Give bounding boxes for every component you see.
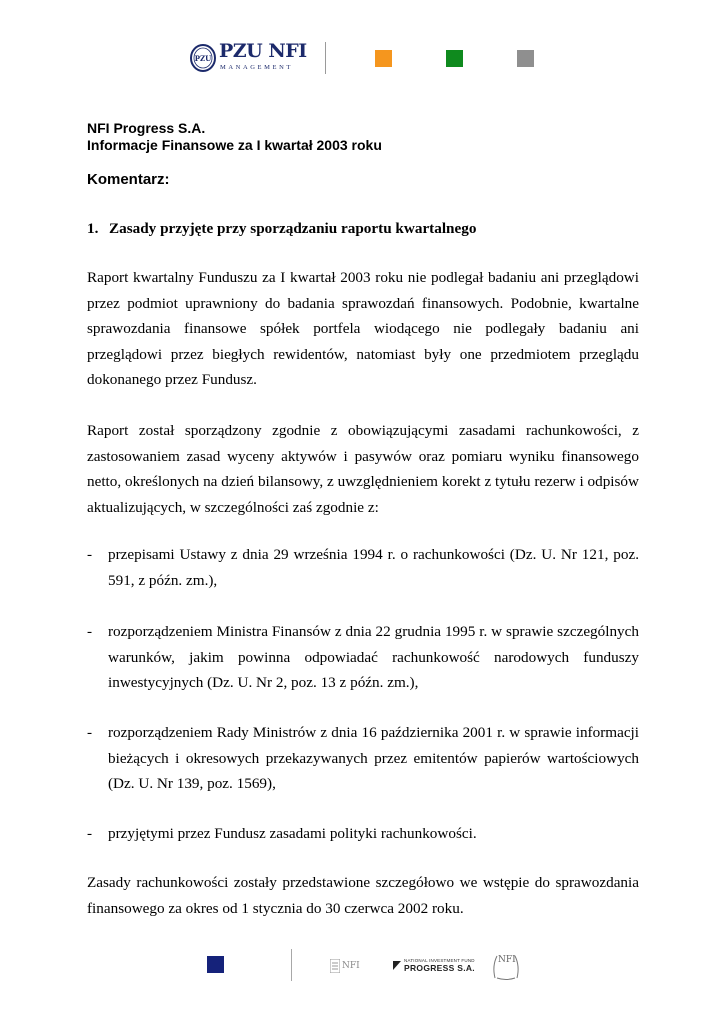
green-square xyxy=(446,50,463,67)
bullet-text: rozporządzeniem Rady Ministrów z dnia 16 października 2001 r. w sprawie informacji bieżących i okresowych przekazywanych przez emitentów papierów wartościowych (Dz. U. Nr 139, poz. 1569), xyxy=(108,724,639,793)
bullet-item xyxy=(87,821,639,847)
bullet-item xyxy=(87,542,639,593)
bullet-item xyxy=(87,720,639,797)
bullet-dash: - xyxy=(87,623,93,640)
drugi-nfi-logo xyxy=(330,957,364,975)
bullet-dash: - xyxy=(87,825,93,842)
gray-square xyxy=(517,50,534,67)
bullet-text: przyjętymi przez Fundusz zasadami polityki rachunkowości. xyxy=(108,825,477,842)
logo-text: PZU NFI xyxy=(219,40,307,62)
paragraph-1: Raport kwartalny Funduszu za I kwartał 2003 roku nie podlegał badaniu ani przeglądowi przez podmiot uprawniony do badania sprawozdań finansowych. Podobnie, kwartalne sprawozdania finansowe spółek portfela wiodącego nie podlegały badaniu ani przeglądowi przez biegłych rewidentów, natomiast były one przedmiotem przeglądu dokonanego przez Fundusz. xyxy=(87,269,639,389)
drugi-nfi-mark-icon xyxy=(330,959,340,973)
paragraph-2: Raport został sporządzony zgodnie z obowiązującymi zasadami rachunkowości, z zastosowaniem zasad wyceny aktywów i pasywów oraz pomiaru wyniku finansowego netto, określonych na dzień bilansowy, z uwzględnieniem korekt z tytułu rezerw i odpisów aktualizujących, w szczególności zaś zgodnie z: xyxy=(87,422,639,516)
pzu-emblem-text: PZU xyxy=(194,54,212,63)
header-divider xyxy=(325,42,326,74)
bullet-dash: - xyxy=(87,724,93,741)
progress-small-text: NATIONAL INVESTMENT FUND xyxy=(404,958,475,963)
progress-logo xyxy=(393,958,473,974)
section-title: Zasady przyjęte przy sporządzaniu raportu kwartalnego xyxy=(109,220,477,237)
bullet-text: rozporządzeniem Ministra Finansów z dnia 22 grudnia 1995 r. w sprawie szczególnych warunków, jakim powinna odpowiadać rachunkowość narodowych funduszy inwestycyjnych (Dz. U. Nr 2, poz. 13 z późn. zm.), xyxy=(108,623,639,692)
progress-mark-icon xyxy=(393,961,401,970)
company-name: NFI Progress S.A. xyxy=(87,120,206,136)
nfi-seal-logo xyxy=(491,950,521,982)
bullet-item xyxy=(87,619,639,696)
pzu-nfi-logo xyxy=(190,40,307,76)
logo-subtext: MANAGEMENT xyxy=(220,64,293,71)
section-number: 1. xyxy=(87,220,99,237)
bullet-dash: - xyxy=(87,546,93,563)
seal-text: NFI xyxy=(498,955,516,965)
footer-divider xyxy=(291,949,292,981)
paragraph-3: Zasady rachunkowości zostały przedstawione szczegółowo we wstępie do sprawozdania finansowego za okres od 1 stycznia do 30 czerwca 2002 roku. xyxy=(87,874,639,917)
report-title: Informacje Finansowe za I kwartał 2003 roku xyxy=(87,137,382,153)
progress-name-text: PROGRESS S.A. xyxy=(404,963,475,973)
section-heading xyxy=(87,220,476,238)
pzu-emblem-icon xyxy=(190,44,216,72)
orange-square xyxy=(375,50,392,67)
comment-heading: Komentarz: xyxy=(87,171,170,188)
bullet-text: przepisami Ustawy z dnia 29 września 1994 r. o rachunkowości (Dz. U. Nr 121, poz. 591, z późn. zm.), xyxy=(108,546,639,589)
drugi-nfi-text: NFI xyxy=(342,961,360,971)
footer-blue-square xyxy=(207,956,224,973)
